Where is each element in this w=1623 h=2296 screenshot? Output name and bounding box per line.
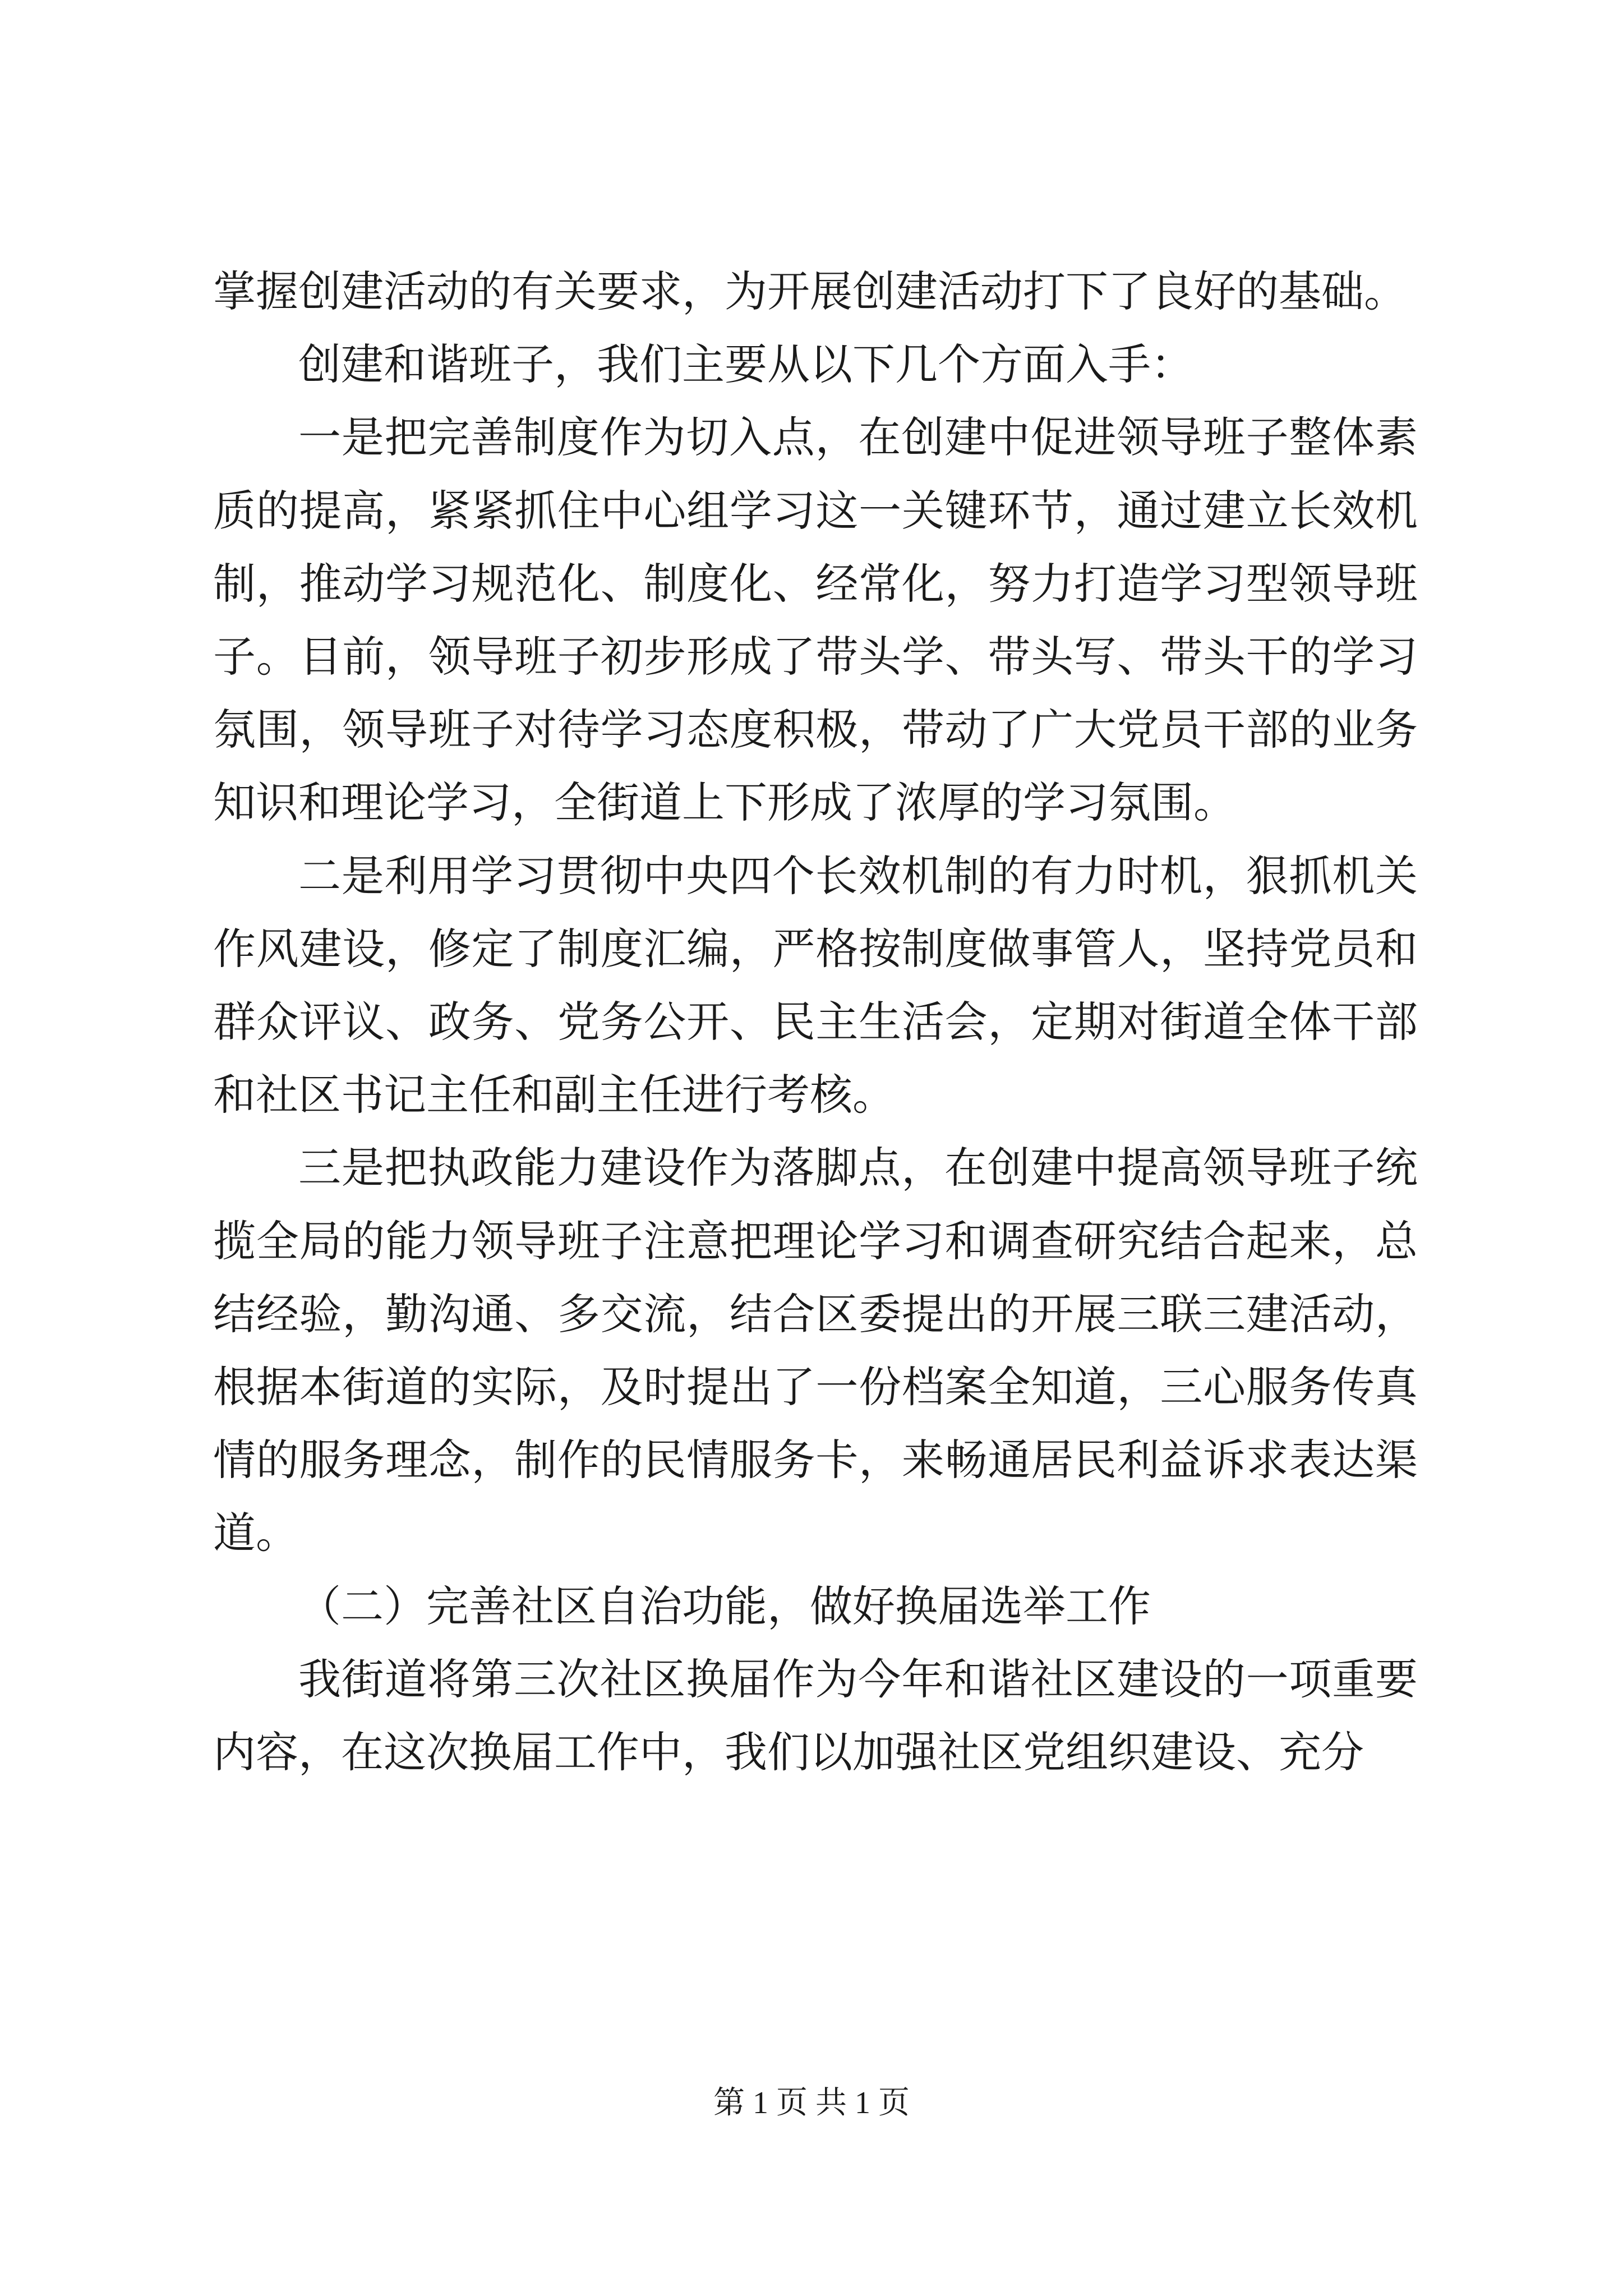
paragraph-point-two: 二是利用学习贯彻中央四个长效机制的有力时机，狠抓机关作风建设，修定了制度汇编，严格按制度做事管人，坚持党员和群众评议、政务、党务公开、民主生活会，定期对街道全体干部和社区书记主任和副主任进行考核。 (213, 850, 1418, 1120)
page-footer (0, 2083, 1623, 2123)
paragraph-continuation: 掌握创建活动的有关要求，为开展创建活动打下了良好的基础。 (213, 266, 1407, 316)
document-body (213, 255, 1418, 1789)
section-heading: （二）完善社区自治功能，做好换届选举工作 (298, 1581, 1151, 1631)
paragraph-point-three: 三是把执政能力建设作为落脚点，在创建中提高领导班子统揽全局的能力领导班子注意把理论学习和调查研究结合起来，总结经验，勤沟通、多交流，结合区委提出的开展三联三建活动，根据本街道的实际，及时提出了一份档案全知道，三心服务传真情的服务理念，制作的民情服务卡，来畅通居民利益诉求表达渠道。 (213, 1143, 1418, 1558)
page-number-label: 第 1 页 共 1 页 (713, 2086, 910, 2120)
paragraph-point-one: 一是把完善制度作为切入点，在创建中促进领导班子整体素质的提高，紧紧抓住中心组学习这一关键环节，通过建立长效机制，推动学习规范化、制度化、经常化，努力打造学习型领导班子。目前，领导班子初步形成了带头学、带头写、带头干的学习氛围，领导班子对待学习态度积极，带动了广大党员干部的业务知识和理论学习，全街道上下形成了浓厚的学习氛围。 (213, 412, 1418, 828)
paragraph-intro: 创建和谐班子，我们主要从以下几个方面入手： (298, 339, 1193, 390)
paragraph-election: 我街道将第三次社区换届作为今年和谐社区建设的一项重要内容，在这次换届工作中，我们以加强社区党组织建设、充分 (213, 1654, 1418, 1778)
